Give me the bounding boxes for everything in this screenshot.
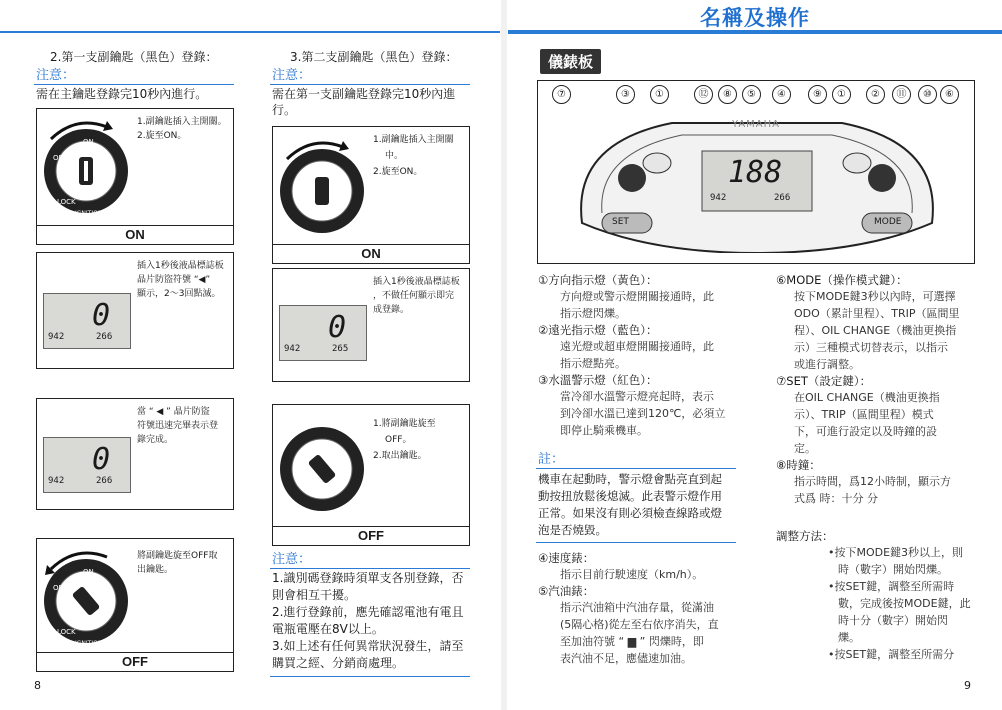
items-right [776,272,986,507]
item-body: 方向燈或警示燈開關接通時，此 [560,290,714,303]
item-body: 指示時間，爲12小時制，顯示方 [794,475,951,488]
col1-step2-box [36,252,234,369]
panel-label: 儀錶板 [540,49,601,74]
step-line: 2.旋至ON。 [137,131,187,141]
callout-number: ⑫ [694,85,713,104]
step-line: 1.將副鑰匙旋至 [373,419,436,429]
lcd-odo: 942 [48,476,65,486]
item-body: 示）、TRIP（區間里程）模式 [794,408,934,421]
item-body: 到冷卻水溫已達到120℃，必須立 [560,407,726,420]
bullet-line: 數，完成後按MODE鍵，此 [838,597,971,610]
item-body: 即停止騎乘機車。 [560,424,648,437]
ignition-dial [277,411,367,519]
item-body: 下，可進行設定以及時鐘的設 [794,425,937,438]
callout-number: ① [650,85,669,104]
lcd-trip: 266 [96,332,113,342]
bullet-line: •按下MODE鍵3秒以上，則 [828,546,964,559]
col2-step2-box [272,268,470,382]
callout-number: ⑧ [718,85,737,104]
lcd-trip: 266 [96,476,113,486]
col2-warning-rule [270,568,470,569]
step-line: 中。 [385,151,404,161]
header-rule-right [508,30,1002,34]
lcd-digit: 0 [92,442,111,477]
dial-label-off: OFF [53,154,67,162]
col1-step1-box [36,108,234,245]
step-line: 當 “ ◀ ” 晶片防盜 [137,407,210,417]
col2-warning-label: 注意： [272,552,312,567]
bullet-line: 時（數字）開始閃爍。 [838,563,948,576]
col1-step4-box [36,538,234,672]
step-caption-on: ON [37,225,233,244]
col1-note-text: 需在主鑰匙登錄完10秒內進行。 [36,87,208,101]
col2-note-label: 注意： [272,68,312,83]
callout-number: ⑥ [940,85,959,104]
center-fold [501,0,507,710]
mode-button[interactable]: MODE [874,217,902,227]
ignition-dial [41,543,131,651]
ignition-dial [41,113,131,221]
dash-odo: 942 [710,193,727,203]
adjust-label: 調整方法： [776,529,834,543]
step-caption-off: OFF [37,652,233,671]
step-line: ，不做任何顯示即完 [373,291,455,301]
lcd-digit: 0 [92,298,111,333]
items-left2 [538,550,748,667]
step-line: 1.副鑰匙插入主開關。 [137,117,227,127]
item-heading: ⑦SET（設定鍵）： [776,374,872,388]
item-body: 指示目前行駛速度（km/h）。 [560,568,704,581]
right-note [538,471,722,539]
dash-digits: 188 [728,155,783,190]
callout-number: ⑨ [808,85,827,104]
warning-line: 則會相互干擾。 [272,588,357,602]
callout-number: ⑩ [918,85,937,104]
lcd-odo: 942 [48,332,65,342]
note-line: 泡是否燒毀。 [538,523,607,537]
lcd-digit: 0 [328,310,347,345]
callout-number: ⑦ [552,85,571,104]
note-line: 機車在起動時，警示燈會點亮直到起 [538,472,722,486]
callout-number: ④ [772,85,791,104]
col2-note-rule [270,84,470,85]
warning-line: 1.識別碼登錄時須單支各別登錄，否 [272,571,464,585]
col2-warnings [272,570,463,672]
step-line: OFF。 [385,435,412,445]
bullet-line: •按SET鍵，調整至所需時 [828,580,955,593]
step-caption-off: OFF [273,526,469,545]
callout-number: ② [866,85,885,104]
ignition-dial [277,133,367,241]
step-line: 符號迅速完畢表示登 [137,421,219,431]
right-note-rule [536,468,736,469]
item-body: 或進行調整。 [794,358,860,371]
warning-line: 購買之經、分銷商處理。 [272,656,405,670]
item-body: 式爲 時：十分 分 [794,492,878,505]
step-line: 2.取出鑰匙。 [373,451,427,461]
dial-label-on: ON [83,138,94,146]
item-heading: ⑥MODE（操作模式鍵）： [776,273,908,287]
col2-step3-box [272,404,470,546]
item-body: 按下MODE鍵3秒以內時，可選擇 [794,290,956,303]
header-rule-left [0,31,500,33]
step-line: 顯示，2～3回點滅。 [137,289,221,299]
items-left [538,272,748,439]
item-body: 指示燈閃爍。 [560,307,626,320]
col2-bottom-rule [270,676,470,677]
col2-step1-box [272,126,470,264]
col1-note-label: 注意： [36,68,76,83]
item-heading: ②遠光指示燈（藍色）： [538,323,658,337]
col1-heading: 2.第一支副鑰匙（黑色）登錄： [50,50,218,64]
right-note-bottom-rule [536,542,736,543]
item-body: 指示汽油箱中汽油存量，從滿油 [560,601,714,614]
item-heading: ⑧時鐘： [776,458,821,472]
bullet-line: •按SET鍵，調整至所需分 [828,648,955,661]
step-line: 2.旋至ON。 [373,167,423,177]
step-line: 出鑰匙。 [137,565,174,575]
col1-note-rule [34,84,234,85]
item-body: 當冷卻水溫警示燈亮起時，表示 [560,390,714,403]
item-body: 表汽油不足，應儘速加油。 [560,652,692,665]
dial-label-lock: LOCK [57,198,76,206]
adjust-section [776,528,986,663]
col1-step3-box [36,398,234,510]
step-line: 將副鑰匙旋至OFF取 [137,551,218,561]
step-line: 成登錄。 [373,305,410,315]
step-caption-on: ON [273,244,469,263]
dashboard-figure [537,80,975,264]
warning-line: 3.如上述有任何異常狀況發生，請至 [272,639,464,653]
col2-note-text: 行。 [272,103,297,117]
dial-label-ignition: IGNITION [75,640,103,647]
lcd-trip: 265 [332,344,349,354]
item-heading: ③水溫警示燈（紅色）： [538,373,658,387]
item-heading: ⑤汽油錶： [538,584,595,598]
note-line: 動按扭放鬆後熄滅。此表警示燈作用 [538,489,722,503]
item-body: 定。 [794,442,816,455]
item-heading: ①方向指示燈（黃色）： [538,273,658,287]
dial-label-on: ON [83,568,94,576]
dash-trip: 266 [774,193,791,203]
lcd-display [279,305,367,361]
callout-number: ⑤ [742,85,761,104]
callout-number: ① [832,85,851,104]
dial-label-lock: LOCK [57,628,76,636]
right-note-label: 註： [538,452,565,467]
page-title: 名稱及操作 [700,6,810,30]
item-body: 遠光燈或超車燈開關接通時，此 [560,340,714,353]
col2-heading: 3.第二支副鑰匙（黑色）登錄： [290,50,458,64]
dial-label-ignition: IGNITION [75,210,103,217]
lcd-display [43,437,131,493]
item-body: 在OIL CHANGE（機油更換指 [794,391,940,404]
page-number-right: 9 [964,679,971,692]
item-body: (5隔心格)從左至右依序消失，直 [560,618,719,631]
step-line: 錄完成。 [137,435,174,445]
bullet-line: 時十分（數字）開始閃 [838,614,948,627]
item-body: 示）三種模式切替表示，以指示 [794,341,948,354]
bullet-line: 爍。 [838,631,860,644]
note-line: 正常。如果沒有則必須檢查線路或燈 [538,506,722,520]
item-heading: ④速度錶： [538,551,595,565]
set-button[interactable]: SET [612,217,629,227]
warning-line: 2.進行登錄前，應先確認電池有電且 [272,605,464,619]
dial-label-off: OFF [53,584,67,592]
callout-number: ③ [616,85,635,104]
item-body: 指示燈點亮。 [560,357,626,370]
col2-note-text: 需在第一支副鑰匙登錄完10秒內進 [272,87,456,101]
step-line: 1.副鑰匙插入主開關 [373,135,454,145]
item-body: ODO（累計里程）、TRIP（區間里 [794,307,960,320]
callout-number: ⑪ [892,85,911,104]
step-line: 晶片防盜符號 “◀” [137,275,211,285]
item-body: 程）、OIL CHANGE（機油更換指 [794,324,957,337]
item-body: 至加油符號 “ ▆ ” 閃爍時，即 [560,635,704,648]
brand-label: YAMAHA [732,119,781,130]
step-line: 插入1秒後液晶標誌板 [373,277,460,287]
warning-line: 電瓶電壓在8V以上。 [272,622,384,636]
page-number-left: 8 [34,679,41,692]
step-line: 插入1秒後液晶標誌板 [137,261,224,271]
lcd-display [43,293,131,349]
lcd-odo: 942 [284,344,301,354]
